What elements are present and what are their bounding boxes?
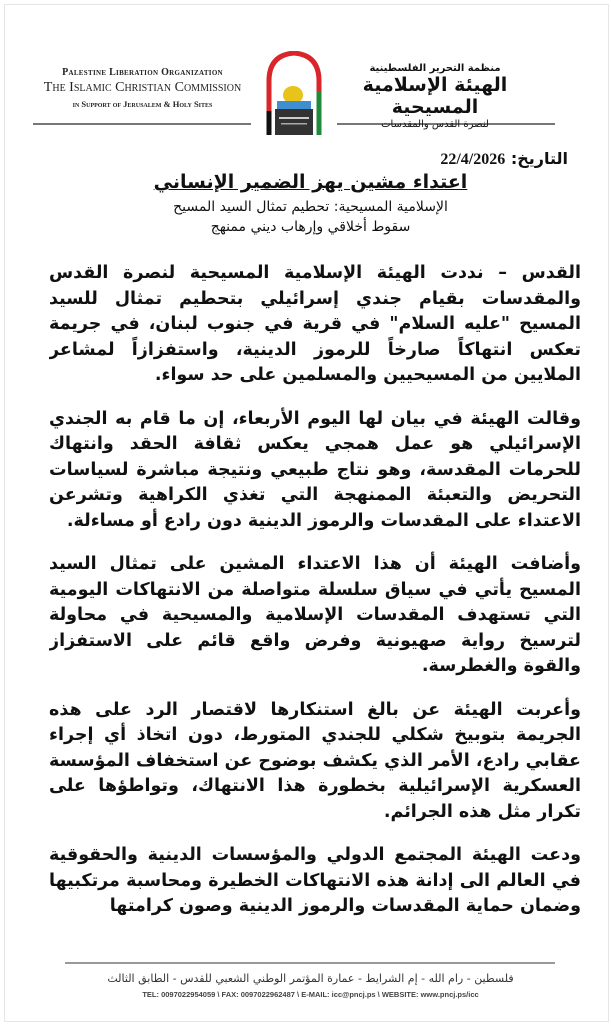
paragraph: وأضافت الهيئة أن هذا الاعتداء المشين على تمثال السيد المسيح يأتي في سياق سلسلة متواصلة من الانتهاكات اليومية التي تستهدف المقدسات الإسلامية والمسيحية في محاولة لترسيخ رواية صهيونية وفرض واقع قائم على الاستفزاز والقوة والغطرسة. — [49, 554, 581, 676]
commission-name-en: The Islamic Christian Commission — [43, 80, 242, 95]
letter-page — [4, 4, 609, 1022]
date-line — [440, 149, 568, 169]
subtitle-1: الإسلامية المسيحية: تحطيم تمثال السيد المسيح — [173, 199, 448, 215]
paragraph: وأعربت الهيئة عن بالغ استنكارها لاقتصار الرد على هذه الجريمة بتوبيخ شكلي للجندي المتورط، دون اتخاذ أي إجراء عقابي رادع، الأمر الذي يكشف بوضوح عن استخفاف المؤسسة العسكرية الإسرائيلية بخطورة هذا الانتهاك، وتواطؤها على تكرار مثل هذه الجرائم. — [49, 699, 581, 822]
org-name-en: Palestine Liberation Organization — [62, 67, 223, 78]
headline-text: اعتداء مشين يهز الضمير الإنساني — [153, 171, 468, 193]
press-release-body — [49, 261, 581, 947]
org-name-ar: منظمة التحرير الفلسطينية — [369, 63, 501, 74]
headline — [5, 171, 611, 193]
subtitle-2: سقوط أخلاقي وإرهاب ديني ممنهج — [210, 219, 411, 235]
commission-tagline-en: in Support of Jerusalem & Holy Sites — [72, 99, 213, 109]
date-label: التاريخ: — [510, 149, 568, 168]
commission-tagline-ar: لنصرة القدس والمقدسات — [381, 119, 489, 130]
footer-address: فلسطين - رام الله - إم الشرايط - عمارة المؤتمر الوطني الشعبي للقدس - الطابق الثالث — [107, 972, 514, 985]
footer-rule — [65, 962, 555, 964]
header-rule-left — [33, 123, 251, 125]
commission-name-ar: الهيئة الإسلامية المسيحية — [362, 74, 508, 118]
english-letterhead — [25, 67, 260, 109]
paragraph: القدس – نددت الهيئة الإسلامية المسيحية لنصرة القدس والمقدسات بقيام جندي إسرائيلي بتحطيم تمثال للسيد المسيح "عليه السلام" في قرية في جنوب لبنان، في جريمة تعكس انتهاكاً صارخاً للرموز الدينية، واستفزازاً لمشاعر الملايين من المسيحيين والمسلمين على حد سواء. — [49, 263, 581, 385]
commission-logo-icon — [263, 51, 325, 137]
paragraph: ودعت الهيئة المجتمع الدولي والمؤسسات الدينية والحقوقية في العالم الى إدانة هذه الانتهاكات الخطيرة ومحاسبة مرتكبيها وضمان حماية المقدسات والرموز الدينية وصون كرامتها — [49, 845, 581, 916]
footer-contact: TEL: 0097022954059 \ FAX: 0097022962487 \ E-MAIL: icc@pncj.ps \ WEBSITE: www.pncj.ps/icc — [142, 990, 479, 999]
arabic-letterhead — [335, 63, 535, 130]
paragraph: وقالت الهيئة في بيان لها اليوم الأربعاء، إن ما قام به الجندي الإسرائيلي هو عمل همجي يعكس ثقافة الحقد وانتهاك للحرمات المقدسة، وهو نتاج طبيعي ونتيجة مباشرة لسياسات التحريض والتعبئة الممنهجة التي تغذي الكراهية وتشرعن الاعتداء على المقدسات والرموز الدينية دون رادع أو مساءلة. — [49, 408, 581, 531]
date-value: 22/4/2026 — [440, 151, 506, 168]
